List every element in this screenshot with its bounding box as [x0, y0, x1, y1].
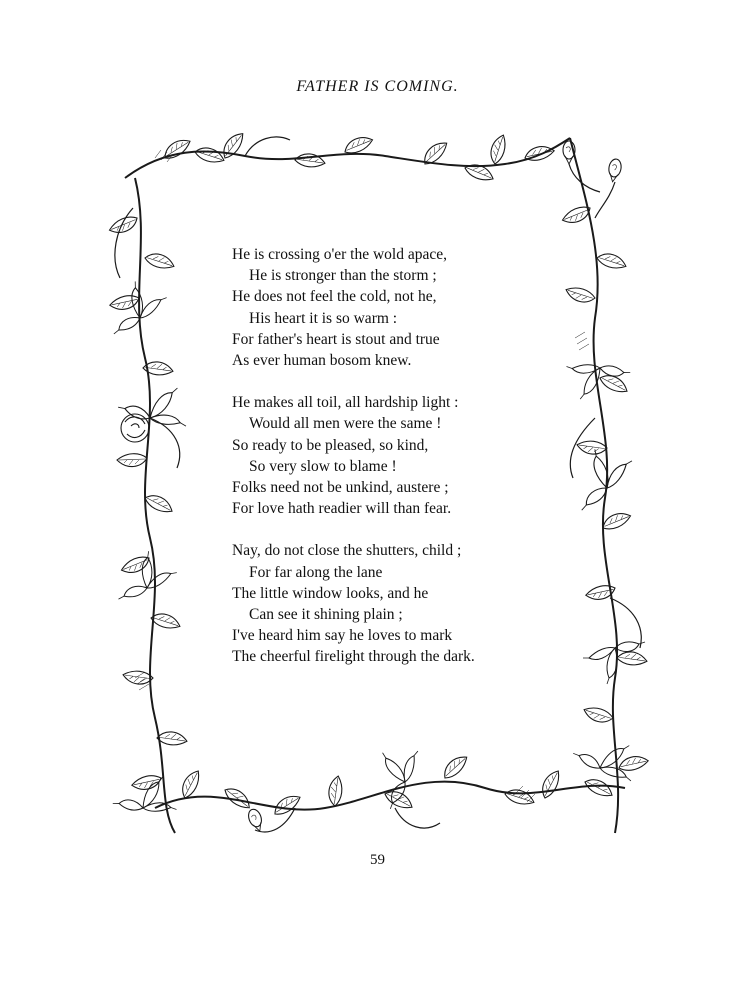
poem-line: Would all men were the same ! [249, 415, 442, 433]
poem-line: Can see it shining plain ; [249, 606, 403, 624]
rose-blossom [121, 414, 149, 442]
poem-line: For love hath readier will than fear. [232, 500, 452, 518]
poem-body [232, 244, 542, 668]
page-title: FATHER IS COMING. [296, 78, 459, 95]
poem-line: Folks need not be unkind, austere ; [232, 479, 449, 497]
poem-line: He is crossing o'er the wold apace, [232, 246, 447, 263]
poem-stanza [232, 392, 542, 519]
poem-line: He is stronger than the storm ; [249, 267, 437, 285]
poem-line: So very slow to blame ! [249, 457, 397, 475]
poem-line: He makes all toil, all hardship light : [232, 394, 459, 412]
poem-line: As ever human bosom knew. [232, 352, 412, 370]
top-leaves [161, 130, 556, 185]
poem-line: The little window looks, and he [232, 584, 429, 602]
poem-line: For far along the lane [249, 563, 383, 581]
poem-line: So ready to be pleased, so kind, [232, 436, 429, 454]
poem-line: He does not feel the cold, not he, [232, 288, 437, 306]
poem-line: For father's heart is stout and true [232, 330, 440, 348]
poem-line: Nay, do not close the shutters, child ; [232, 542, 462, 560]
poem-stanza [232, 244, 542, 371]
left-leaves [107, 214, 188, 792]
poem-line: I've heard him say he loves to mark [232, 627, 453, 645]
bottom-leaves [178, 752, 616, 818]
poem-line: His heart it is so warm : [249, 309, 398, 327]
poem-line: The cheerful firelight through the dark. [232, 648, 475, 666]
poem-stanza [232, 540, 542, 667]
page-number: 59 [370, 852, 385, 868]
